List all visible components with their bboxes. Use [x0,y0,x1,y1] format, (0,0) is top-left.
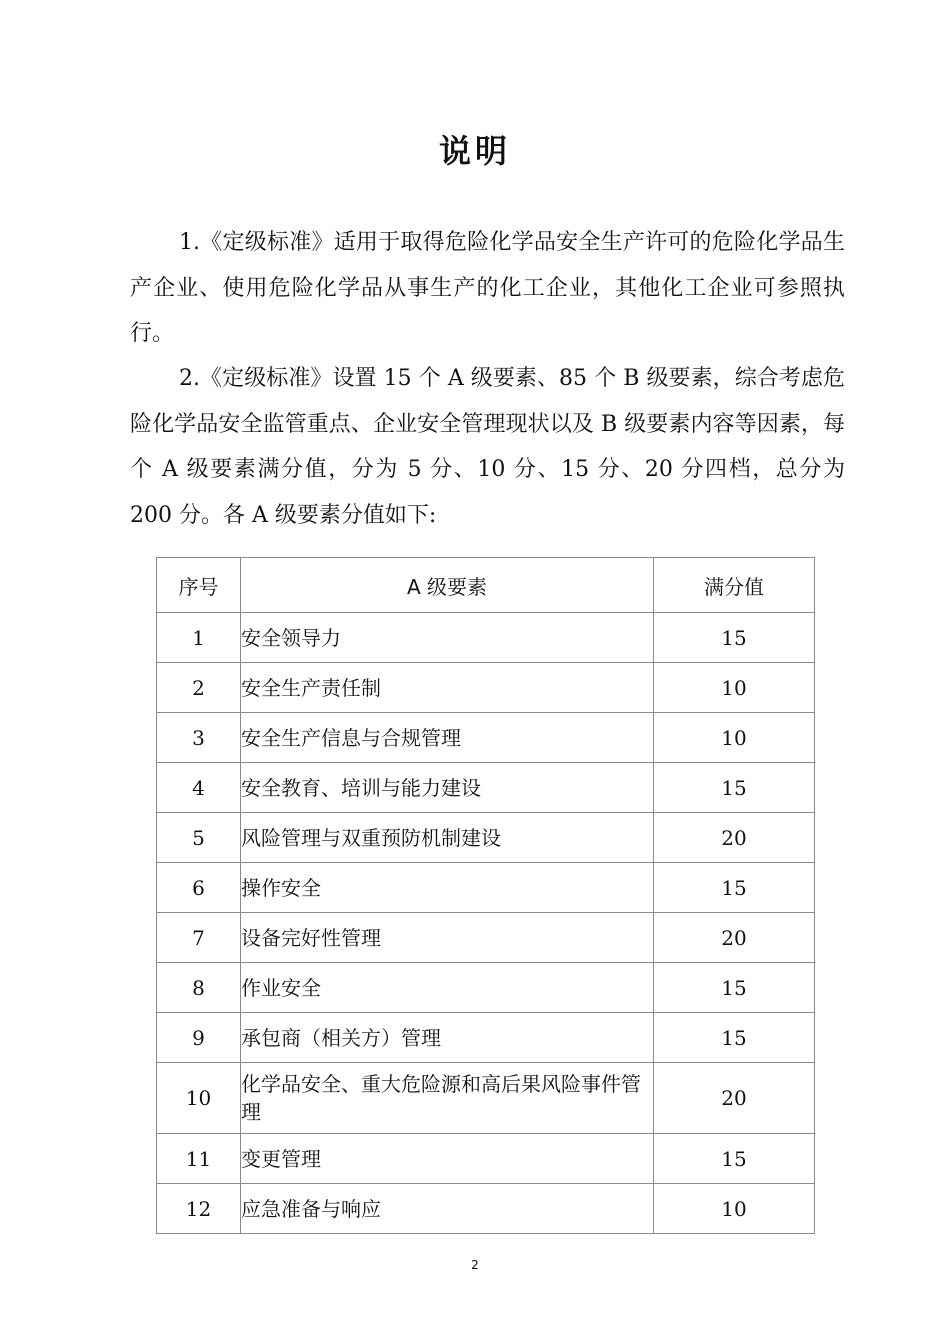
row-score: 20 [654,1063,815,1134]
row-element: 操作安全 [241,863,654,913]
table-row [157,713,815,763]
table-row [157,1134,815,1184]
row-score: 10 [654,663,815,713]
row-number: 8 [157,963,241,1013]
header-no: 序号 [157,558,241,613]
page-title: 说明 [438,132,511,170]
table-row [157,613,815,663]
row-number: 10 [157,1063,241,1134]
row-element: 变更管理 [241,1134,654,1184]
row-number: 2 [157,663,241,713]
row-score: 15 [654,963,815,1013]
row-score: 15 [654,1134,815,1184]
row-number: 7 [157,913,241,963]
row-score: 10 [654,713,815,763]
row-element: 安全领导力 [241,613,654,663]
row-element: 应急准备与响应 [241,1184,654,1234]
row-number: 11 [157,1134,241,1184]
a-level-elements-table [156,557,815,1234]
row-element: 设备完好性管理 [241,913,654,963]
row-score: 20 [654,813,815,863]
row-number: 6 [157,863,241,913]
table-row [157,1013,815,1063]
row-number: 12 [157,1184,241,1234]
row-element: 风险管理与双重预防机制建设 [241,813,654,863]
row-element: 安全教育、培训与能力建设 [241,763,654,813]
table-row [157,1063,815,1134]
row-number: 5 [157,813,241,863]
row-score: 15 [654,1013,815,1063]
row-score: 10 [654,1184,815,1234]
paragraph-scoring: 2.《定级标准》设置 15 个 A 级要素、85 个 B 级要素，综合考虑危险化学品安全监管重点、企业安全管理现状以及 B 级要素内容等因素，每个 A 级要素满分值，分为 5 分、10 分、15 分、20 分四档，总分为 200 分。各 A 级要素分值如下: [130,366,845,528]
table-row [157,1184,815,1234]
paragraph-scope: 1.《定级标准》适用于取得危险化学品安全生产许可的危险化学品生产企业、使用危险化学品从事生产的化工企业，其他化工企业可参照执行。 [130,230,845,346]
table-row [157,913,815,963]
row-score: 15 [654,613,815,663]
header-score: 满分值 [654,558,815,613]
page-number: 2 [471,1258,479,1272]
row-score: 20 [654,913,815,963]
row-number: 1 [157,613,241,663]
table-row [157,663,815,713]
row-number: 4 [157,763,241,813]
row-element: 化学品安全、重大危险源和高后果风险事件管理 [241,1063,654,1134]
row-element: 作业安全 [241,963,654,1013]
row-score: 15 [654,863,815,913]
row-element: 安全生产信息与合规管理 [241,713,654,763]
table-row [157,963,815,1013]
row-element: 安全生产责任制 [241,663,654,713]
row-score: 15 [654,763,815,813]
row-element: 承包商（相关方）管理 [241,1013,654,1063]
table-row [157,763,815,813]
row-number: 9 [157,1013,241,1063]
table-row [157,863,815,913]
header-element: A 级要素 [241,558,654,613]
table-body [157,613,815,1234]
row-number: 3 [157,713,241,763]
table-row [157,813,815,863]
table-header-row [157,558,815,613]
